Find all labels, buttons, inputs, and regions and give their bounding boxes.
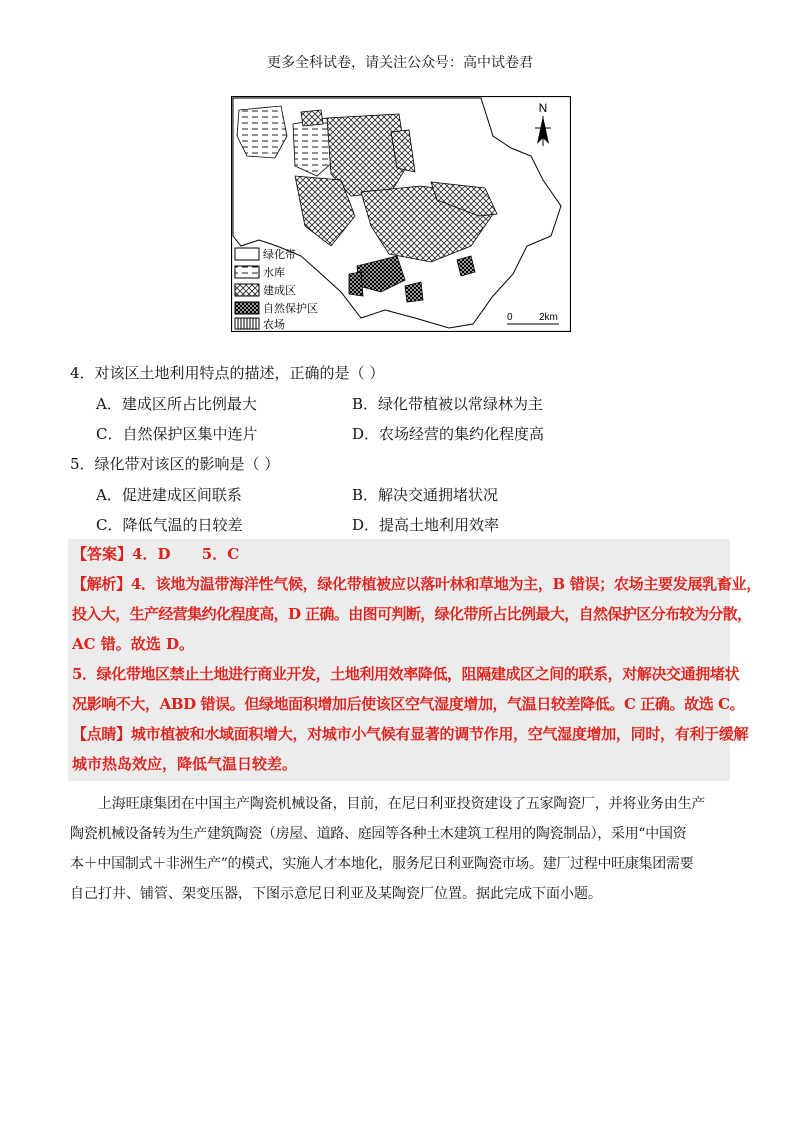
analysis-line-5: 况影响不大，ABD 错误。但绿地面积增加后使该区空气湿度增加，气温日较差降低。C 正确。故选 C。 — [72, 695, 745, 713]
comment-line-2: 城市热岛效应，降低气温日较差。 — [72, 755, 298, 773]
analysis-line-4: 5．绿化带地区禁止土地进行商业开发，土地利用效率降低，阻隔建成区之间的联系，对解决交通拥堵状 — [72, 665, 740, 683]
q5-option-b: B．解决交通拥堵状况 — [352, 486, 499, 504]
q4-stem: 4．对该区土地利用特点的描述，正确的是（ ） — [70, 364, 385, 382]
passage-line-1: 上海旺康集团在中国主产陶瓷机械设备，目前，在尼日利亚投资建设了五家陶瓷厂，并将业务由生产 — [98, 796, 706, 812]
q5-stem: 5．绿化带对该区的影响是（ ） — [70, 455, 280, 473]
comment-tag: 【点睛】 — [72, 725, 131, 743]
passage-line-3: 本＋中国制式＋非洲生产”的模式，实施人才本地化，服务尼日利亚陶瓷市场。建厂过程中旺康集团需要 — [70, 856, 694, 872]
analysis-block — [72, 569, 761, 779]
legend-label-green-belt: 绿化带 — [263, 248, 296, 261]
passage — [70, 789, 732, 909]
q4-option-c: C．自然保护区集中连片 — [96, 425, 258, 443]
analysis-line-1: 4．该地为温带海洋性气候，绿化带植被应以落叶林和草地为主，B 错误；农场主要发展乳畜业， — [130, 575, 761, 593]
analysis-line-3: AC 错。故选 D。 — [72, 635, 195, 653]
legend-label-reservoir: 水库 — [263, 266, 285, 279]
scale-zero: 0 — [507, 312, 513, 323]
answer-line — [72, 539, 239, 569]
legend-label-built-up: 建成区 — [263, 284, 296, 297]
analysis-line-2: 投入大，生产经营集约化程度高，D 正确。由图可判断，绿化带所占比例最大，自然保护区分布较为分散， — [72, 605, 752, 623]
analysis-tag: 【解析】 — [72, 575, 131, 593]
q5-option-a: A．促进建成区间联系 — [96, 486, 242, 504]
passage-line-4: 自己打井、铺管、架变压器，下图示意尼日利亚及某陶瓷厂位置。据此完成下面小题。 — [70, 886, 602, 902]
page-header: 更多全科试卷，请关注公众号：高中试卷君 — [267, 55, 533, 71]
q4-option-b: B．绿化带植被以常绿林为主 — [352, 395, 544, 413]
north-label: N — [538, 101, 548, 115]
passage-line-2: 陶瓷机械设备转为生产建筑陶瓷（房屋、道路、庭园等各种土木建筑工程用的陶瓷制品），采用“中国资 — [70, 826, 687, 842]
legend-label-nature-reserve: 自然保护区 — [263, 302, 318, 315]
legend-label-farm: 农场 — [263, 318, 285, 331]
q4-option-d: D．农场经营的集约化程度高 — [352, 425, 545, 443]
answer-text: 4．D 5．C — [132, 545, 240, 563]
q5-option-c: C．降低气温的日较差 — [96, 516, 243, 534]
comment-line-1: 城市植被和水域面积增大，对城市小气候有显著的调节作用，空气湿度增加，同时，有利于缓解 — [130, 725, 749, 743]
reservoir-area — [237, 106, 287, 158]
land-use-map — [231, 96, 571, 332]
q4-option-a: A．建成区所占比例最大 — [96, 395, 257, 413]
q5-option-d: D．提高土地利用效率 — [352, 516, 500, 534]
scale-label: 2km — [539, 312, 558, 323]
answer-tag: 【答案】 — [72, 545, 133, 563]
